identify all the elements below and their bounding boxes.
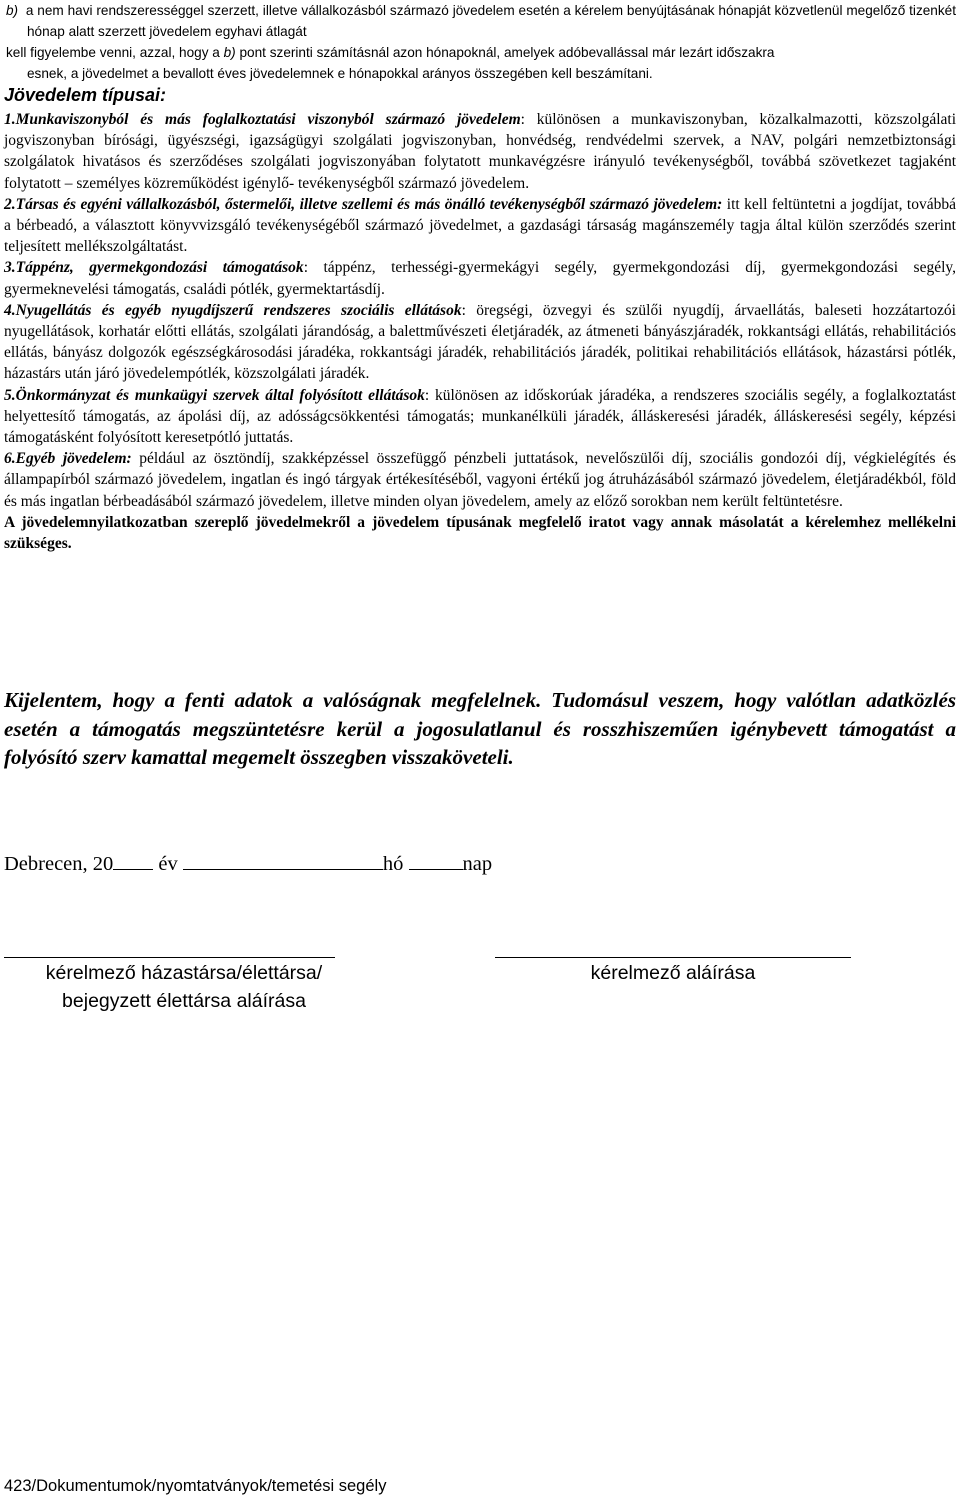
item-text: : különösen az időskorúak járadéka, a rendszeres szociális segély, a foglalkoztatást helyettesítő támogatás, az ápolási díj, az adósságcsökkentési támogatás; munkanélküli járadék, álláskeresési járadék, álláskeresési segély, képzési támogatásként folyósított keresetpótló juttatás. bbox=[4, 386, 956, 447]
item-b bbox=[6, 0, 956, 42]
item-text: : táppénz, terhességi-gyermekágyi segély, gyermekgondozási díj, gyermekgondozási segély, gyermeknevelési támogatás, családi pótlék, gyermektartásdíj. bbox=[4, 259, 956, 298]
place-label: Debrecen, 20 bbox=[4, 853, 114, 875]
item-b-text: a nem havi rendszerességgel szerzett, illetve vállalkozásból származó jövedelem esetén a kérelem benyújtásának hónapját közvetlenül megelőző tizenkét hónap alatt szerzett jövedelem egyhavi átlagát bbox=[25, 3, 956, 39]
item-number: 4. bbox=[4, 301, 16, 319]
item-title: Nyugellátás és egyéb nyugdíjszerű rendszeres szociális ellátások bbox=[15, 301, 462, 319]
attachment-requirement: A jövedelemnyilatkozatban szereplő jövedelmekről a jövedelem típusának megfelelő iratot vagy annak másolatát a kérelemhez mellékelni szükséges. bbox=[4, 513, 956, 553]
day-label: nap bbox=[462, 853, 493, 875]
income-types-heading: Jövedelem típusai: bbox=[4, 85, 167, 105]
item-title: Munkaviszonyból és más foglalkoztatási viszonyból származó jövedelem bbox=[15, 111, 521, 128]
income-type-item bbox=[4, 257, 956, 299]
date-line bbox=[4, 851, 492, 876]
income-type-item bbox=[4, 109, 956, 194]
month-blank[interactable] bbox=[183, 851, 383, 870]
footer-path: 423/Dokumentumok/nyomtatványok/temetési segély bbox=[4, 1477, 387, 1495]
applicant-signature-label: kérelmező aláírása bbox=[590, 962, 756, 984]
item-text: : különösen a munkaviszonyban, közalkalmazotti, közszolgálati jogviszonyban bírósági, ügyészségi, igazságügyi szolgálati jogviszonyban, honvédség, rendvédelmi szervek, a NAV, polgári nemzetbiztonsági szolgálatok hivatásos és szerződéses szolgálati jogviszonyában folytatott munkavégzésre irányuló tevékenységből, továbbá szövetkezet tagjaként folytatott – személyes közreműködést igénylő- tevékenységből származó jövedelem. bbox=[4, 111, 957, 192]
income-type-item bbox=[4, 194, 956, 258]
income-type-item bbox=[4, 300, 956, 385]
item-title: Önkormányzat és munkaügyi szervek által folyósított ellátások bbox=[15, 386, 425, 404]
day-blank[interactable] bbox=[409, 851, 463, 870]
income-types-list bbox=[4, 109, 956, 554]
declaration-statement: Kijelentem, hogy a fenti adatok a valóságnak megfelelnek. Tudomásul veszem, hogy valótlan adatközlés esetén a támogatás megszüntetésre kerül a jogosulatlanul és rosszhiszeműen igénybevett támogatást a folyósító szerv kamattal megemelt összegben visszaköveteli. bbox=[4, 688, 956, 769]
item-number: 1. bbox=[4, 111, 16, 128]
item-number: 3. bbox=[4, 259, 16, 277]
item-number: 6. bbox=[4, 450, 16, 468]
item-text: például az ösztöndíj, szakképzéssel összefüggő pénzbeli juttatások, nevelőszülői díj, szociális gondozói díj, végkielégítés és állampapírból származó jövedelem, ingatlan és ingó tárgyak értékesítéséből, vagyoni értékű jog átruházásából származó jövedelem, életjáradékból, föld és más ingatlan bérbeadásából származó jövedelem, illetve minden olyan jövedelem, amely az előző sorokban nem került feltüntetésre. bbox=[4, 450, 956, 510]
item-text: itt kell feltüntetni a jogdíjat, továbbá a bérbeadó, a választott könyvvizsgáló tevékenységéből származó jövedelmet, a gazdasági társaság magánszemély tagja által külön szerződés szerint teljesített mellékszolgáltatást. bbox=[4, 195, 956, 256]
item-number: 2. bbox=[4, 195, 16, 213]
calculation-note-part: kell figyelembe venni, azzal, hogy a bbox=[6, 45, 224, 60]
item-title: Társas és egyéni vállalkozásból, őstermelői, illetve szellemi és más önálló tevékenységből származó jövedelem: bbox=[15, 195, 723, 213]
item-title: Egyéb jövedelem: bbox=[15, 450, 132, 468]
spouse-signature-line[interactable] bbox=[4, 957, 335, 958]
year-blank[interactable] bbox=[113, 851, 153, 870]
calculation-note bbox=[6, 42, 956, 63]
calculation-note-continued: esnek, a jövedelmet a bevallott éves jövedelemnek e hónapokkal arányos összegében kell beszámítani. bbox=[27, 66, 653, 81]
item-text: : öregségi, özvegyi és szülői nyugdíj, árvaellátás, baleseti hozzátartozói nyugellátások, korhatár előtti ellátás, szolgálati járandóság, a balettművészeti életjáradék, az átmeneti bányászjáradék, rokkantsági ellátás, rehabilitációs ellátás, bányász dolgozók egészségkárosodási járadéka, rokkantsági járadék, rehabilitációs járadék, politikai rehabilitációs ellátások, házastársi pótlék, házastárs után járó jövedelempótlék, közszolgálati járadék. bbox=[4, 301, 956, 383]
income-type-item bbox=[4, 385, 956, 449]
income-calculation-rules bbox=[6, 0, 956, 84]
year-label: év bbox=[158, 853, 178, 875]
spouse-signature-label-line1: kérelmező házastársa/élettársa/ bbox=[45, 962, 323, 984]
item-number: 5. bbox=[4, 386, 16, 404]
calculation-note-ref: b) bbox=[223, 45, 236, 60]
item-title: Táppénz, gyermekgondozási támogatások bbox=[15, 259, 304, 277]
item-b-marker: b) bbox=[6, 3, 19, 18]
income-type-item bbox=[4, 448, 956, 512]
spouse-signature-label-line2: bejegyzett élettársa aláírása bbox=[62, 990, 306, 1012]
calculation-note-part: pont szerinti számításnál azon hónapoknál, amelyek adóbevallással már lezárt időszakra bbox=[235, 45, 775, 60]
applicant-signature-line[interactable] bbox=[495, 957, 851, 958]
spouse-signature-label bbox=[4, 959, 364, 1015]
month-label: hó bbox=[382, 853, 404, 875]
